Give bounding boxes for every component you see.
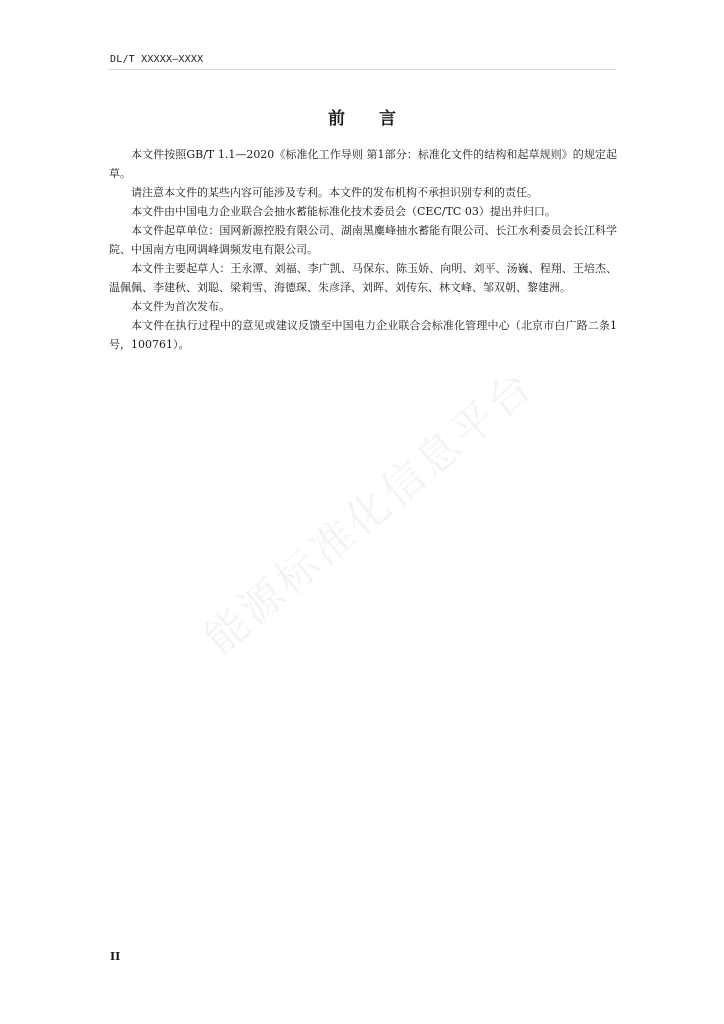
- paragraph-drafting-units: 本文件起草单位：国网新源控股有限公司、湖南黑麋峰抽水蓄能有限公司、长江水利委员会长江科学院、中国南方电网调峰调频发电有限公司。: [109, 224, 617, 256]
- paragraph-patent-notice: 请注意本文件的某些内容可能涉及专利。本文件的发布机构不承担识别专利的责任。: [131, 186, 538, 199]
- paragraph-drafting-rules: 本文件按照GB/T 1.1—2020《标准化工作导则 第1部分：标准化文件的结构和起草规则》的规定起草。: [109, 148, 617, 180]
- document-code: DL/T XXXXX—XXXX: [110, 54, 204, 65]
- page-number: II: [110, 950, 121, 963]
- paragraph-drafters: 本文件主要起草人：王永潭、刘福、李广凯、马保东、陈玉娇、向明、刘平、汤巍、程翔、王培杰、温佩佩、李建秋、刘聪、梁莉雪、海德琛、朱彦泽、刘晖、刘传东、林文峰、邹双朝、黎建洲。: [109, 262, 617, 294]
- paragraph-feedback: 本文件在执行过程中的意见或建议反馈至中国电力企业联合会标准化管理中心（北京市白广路二条1号，100761）。: [109, 319, 617, 351]
- watermark: 能源标准化信息平台: [195, 360, 544, 664]
- paragraph-first-release: 本文件为首次发布。: [131, 300, 230, 313]
- page-title: 前言: [328, 109, 430, 129]
- paragraph-proposer: 本文件由中国电力企业联合会抽水蓄能标准化技术委员会（CEC/TC 03）提出并归口。: [131, 205, 556, 218]
- header-divider: [108, 69, 616, 70]
- foreword-body: [109, 145, 617, 354]
